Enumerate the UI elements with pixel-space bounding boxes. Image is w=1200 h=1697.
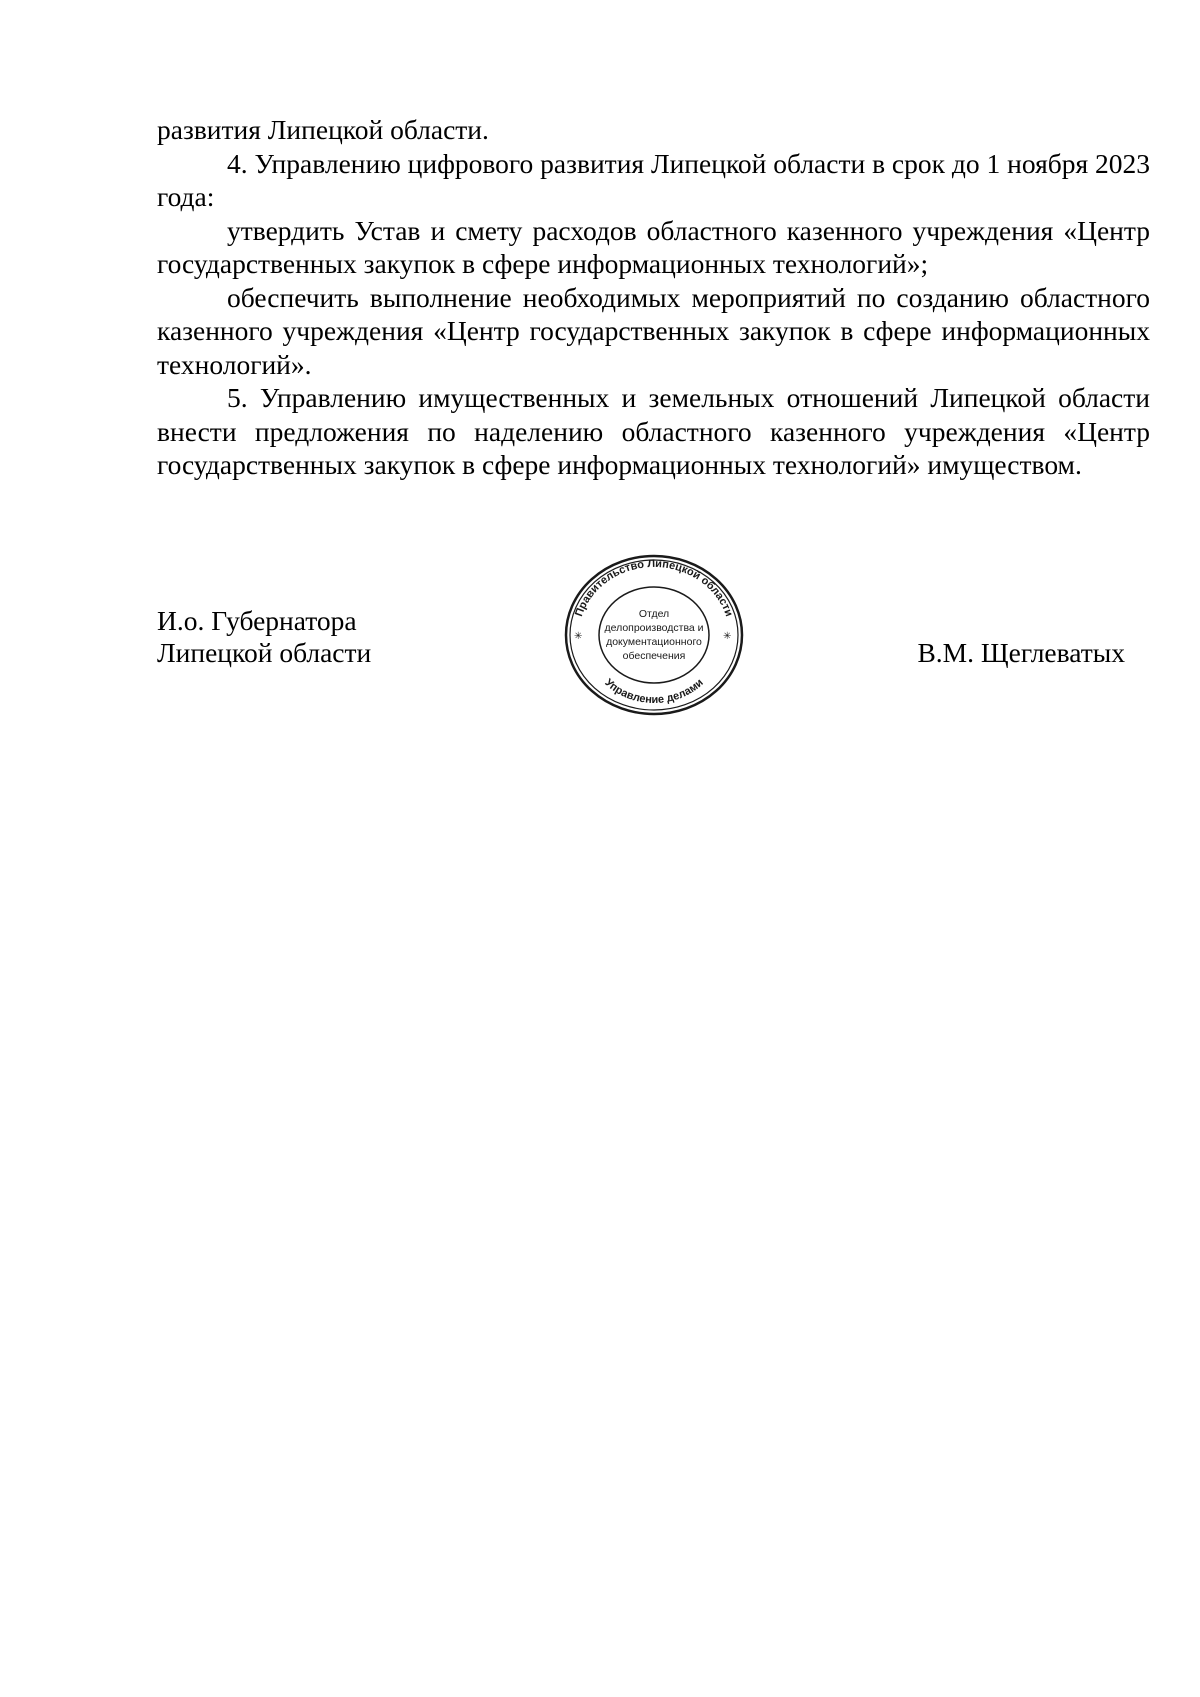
paragraph-2: 4. Управлению цифрового развития Липецкой области в срок до 1 ноября 2023 года: [157,147,1150,212]
paragraph-3: утвердить Устав и смету расходов областного казенного учреждения «Центр государственных закупок в сфере информационных технологий»; [157,214,1150,279]
stamp-inner-line-2: делопроизводства и [604,622,704,634]
document-body [157,113,1150,482]
paragraph-4: обеспечить выполнение необходимых мероприятий по созданию областного казенного учреждения «Центр государственных закупок в сфере информационных технологий». [157,281,1150,380]
stamp-seal-icon [563,553,745,717]
signatory-title-line-1: И.о. Губернатора [157,605,357,636]
paragraph-5: 5. Управлению имущественных и земельных отношений Липецкой области внести предложения по наделению областного казенного учреждения «Центр государственных закупок в сфере информационных технологий» имуществом. [157,382,1150,480]
stamp-ring-bottom-text: Управление делами [602,676,706,707]
stamp-inner-line-1: Отдел [638,608,670,620]
signatory-name: В.М. Щеглеватых [917,637,1125,668]
official-stamp [563,553,745,717]
stamp-ring-top-text: Правительство Липецкой области [573,557,735,619]
signatory-title-line-2: Липецкой области [157,637,372,668]
stamp-inner-line-3: документационного [606,636,702,648]
signatory-title [157,605,371,669]
paragraph-1: развития Липецкой области. [157,114,489,145]
stamp-star-right-icon: ✳ [723,631,732,642]
stamp-inner-line-4: обеспечения [622,650,686,662]
stamp-star-left-icon: ✳ [574,631,583,642]
